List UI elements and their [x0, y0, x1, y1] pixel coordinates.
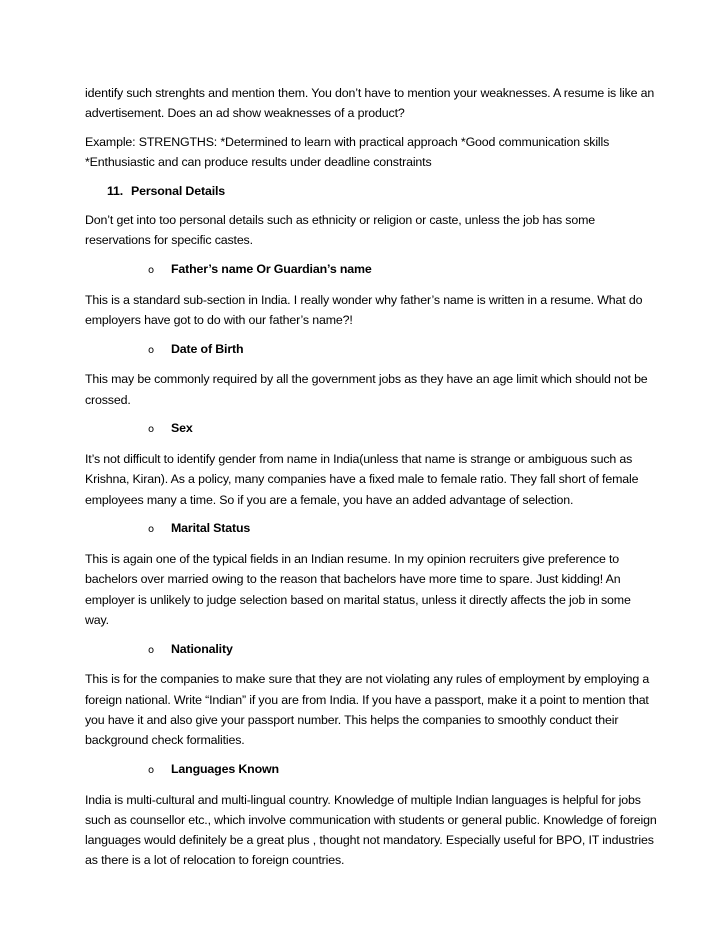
- bullet-icon: o: [148, 424, 154, 436]
- subheading-date-of-birth: [85, 339, 657, 361]
- subheading-label: Date of Birth: [171, 341, 244, 356]
- paragraph-sex: It’s not difficult to identify gender from name in India(unless that name is strange or ambiguous such as Krishna, Kiran). As a policy, many companies have a fixed male to female ratio. They fall short of female employees many a time. So if you are a female, you have an added advantage of selection.: [85, 452, 639, 507]
- paragraph-personal-details-intro: Don’t get into too personal details such as ethnicity or religion or caste, unless the job has some reservations for specific castes.: [85, 212, 595, 247]
- subheading-nationality: [85, 639, 657, 661]
- subheading-label: Father’s name Or Guardian’s name: [171, 261, 372, 276]
- bullet-icon: o: [148, 344, 154, 356]
- subheading-label: Sex: [171, 421, 193, 436]
- document-body: [85, 83, 657, 879]
- bullet-icon: o: [148, 644, 154, 656]
- paragraph-strengths-example: Example: STRENGTHS: *Determined to learn with practical approach *Good communication skills *Enthusiastic and can produce results under deadline constraints: [85, 135, 610, 170]
- bullet-icon: o: [148, 524, 154, 536]
- section-number: 11.: [107, 184, 124, 198]
- paragraph-strengths-intro: identify such strenghts and mention them. You don’t have to mention your weaknesses. A resume is like an advertisement. Does an ad show weaknesses of a product?: [85, 86, 655, 121]
- subheading-fathers-name: [85, 259, 657, 281]
- paragraph-languages-known: India is multi-cultural and multi-lingual country. Knowledge of multiple Indian languages is helpful for jobs such as counsellor etc., which involve communication with students or general public. Knowledge of foreign languages would definitely be a great plus , thought not mandatory. Especially useful for BPO, IT industries as there is a lot of relocation to foreign countries.: [85, 792, 657, 868]
- subheading-sex: [85, 418, 657, 440]
- subheading-label: Marital Status: [171, 521, 251, 536]
- paragraph-date-of-birth: This may be commonly required by all the government jobs as they have an age limit which should not be crossed.: [85, 372, 648, 407]
- subheading-languages-known: [85, 759, 657, 781]
- bullet-icon: o: [148, 764, 154, 776]
- paragraph-marital-status: This is again one of the typical fields in an Indian resume. In my opinion recruiters give preference to bachelors over married owing to the reason that bachelors have more time to spare. Just kidding! An employer is unlikely to judge selection based on marital status, unless it directly affects the job in some way.: [85, 552, 631, 627]
- subheading-label: Languages Known: [171, 761, 279, 776]
- paragraph-fathers-name: This is a standard sub-section in India. I really wonder why father’s name is written in a resume. What do employers have got to do with our father’s name?!: [85, 292, 643, 327]
- paragraph-nationality: This is for the companies to make sure that they are not violating any rules of employment by employing a foreign national. Write “Indian” if you are from India. If you have a passport, make it a point to mention that you have it and also give your passport number. This helps the companies to smoothly conduct their background check formalities.: [85, 672, 650, 747]
- section-title: Personal Details: [131, 184, 226, 198]
- subheading-marital-status: [85, 518, 657, 540]
- subheading-label: Nationality: [171, 641, 233, 656]
- section-heading-personal-details: [85, 181, 657, 201]
- bullet-icon: o: [148, 264, 154, 276]
